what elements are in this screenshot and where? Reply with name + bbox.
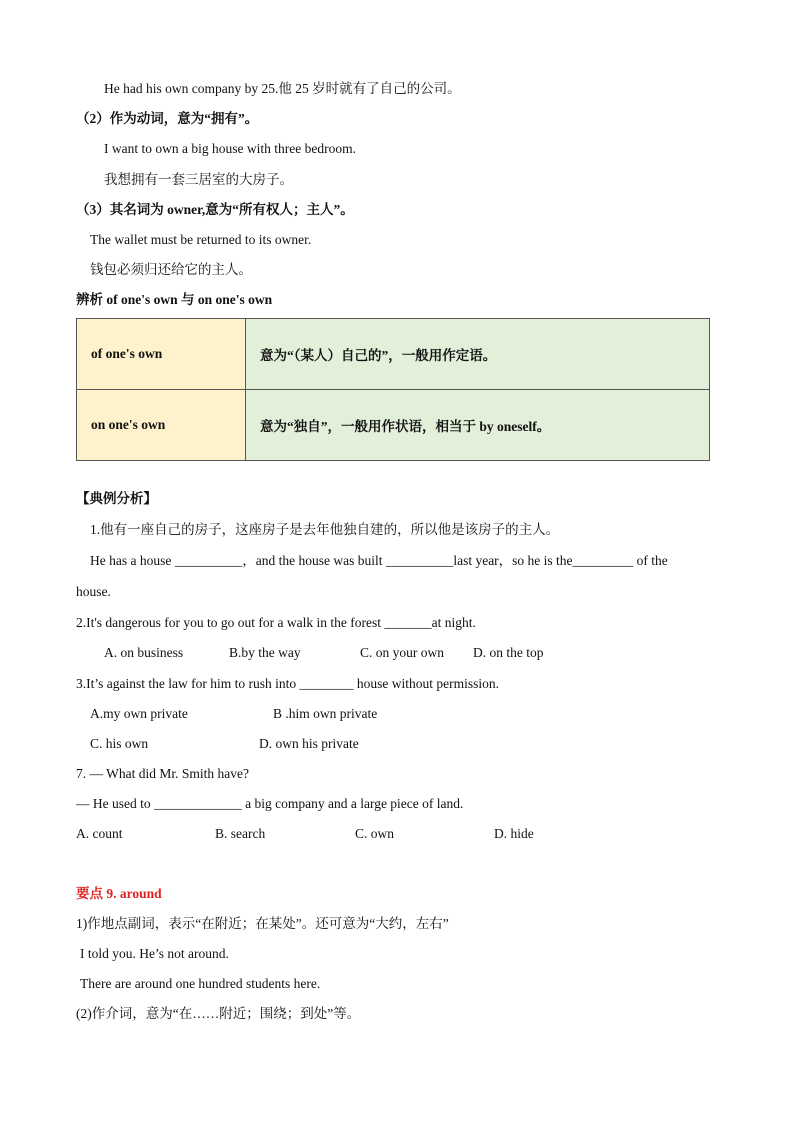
point-9-usage-2: (2)作介词，意为“在……附近；围绕；到处”等。 [76, 1006, 361, 1021]
question-7: 7. — What did Mr. Smith have? [76, 766, 249, 781]
option: C. his own [90, 736, 149, 751]
question-1-chinese: 1.他有一座自己的房子，这座房子是去年他独自建的，所以他是该房子的主人。 [90, 522, 560, 537]
table-row [77, 319, 710, 390]
question-2: 2.It's dangerous for you to go out for a walk in the forest _______at night. [76, 615, 476, 630]
example-sentence: He had his own company by 25.他 25 岁时就有了自己的公司。 [104, 81, 461, 96]
option: D. hide [494, 826, 534, 841]
option: D. own his private [259, 736, 359, 751]
option: C. own [355, 826, 395, 841]
question-7-answer-line: — He used to _____________ a big company and a large piece of land. [76, 796, 464, 811]
point-9-usage-1: 1)作地点副词，表示“在附近；在某处”。还可意为“大约，左右” [76, 916, 449, 931]
section-heading-noun: （3）其名词为 owner,意为“所有权人；主人”。 [76, 202, 354, 217]
comparison-heading: 辨析 of one's own 与 on one's own [76, 292, 273, 307]
table-cell-meaning: 意为“（某人）自己的”，一般用作定语。 [246, 319, 710, 390]
option: B. search [215, 826, 266, 841]
examples-heading: 【典例分析】 [76, 491, 157, 506]
example-translation: 我想拥有一套三居室的大房子。 [104, 172, 293, 187]
option: A. count [76, 826, 123, 841]
comparison-table [76, 318, 710, 461]
option: A.my own private [90, 706, 188, 721]
question-1-english-cont: house. [76, 584, 111, 599]
option: B.by the way [229, 645, 301, 660]
table-cell-meaning: 意为“独自”，一般用作状语，相当于 by oneself。 [246, 390, 710, 461]
example-sentence: I told you. He’s not around. [80, 946, 229, 961]
option: A. on business [104, 645, 184, 660]
point-9-heading: 要点 9. around [76, 886, 162, 901]
option: C. on your own [360, 645, 444, 660]
option: D. on the top [473, 645, 544, 660]
table-row [77, 390, 710, 461]
table-cell-term: of one's own [77, 319, 246, 390]
example-sentence: There are around one hundred students here. [80, 976, 321, 991]
question-1-english: He has a house __________，and the house was built __________last year，so he is the_________ of the [90, 553, 668, 568]
section-heading-verb: （2）作为动词，意为“拥有”。 [76, 111, 259, 126]
example-sentence: I want to own a big house with three bedroom. [104, 141, 356, 156]
table-cell-term: on one's own [77, 390, 246, 461]
example-translation: 钱包必须归还给它的主人。 [90, 262, 252, 277]
question-3: 3.It’s against the law for him to rush into ________ house without permission. [76, 676, 499, 691]
option: B .him own private [273, 706, 378, 721]
example-sentence: The wallet must be returned to its owner. [90, 232, 312, 247]
